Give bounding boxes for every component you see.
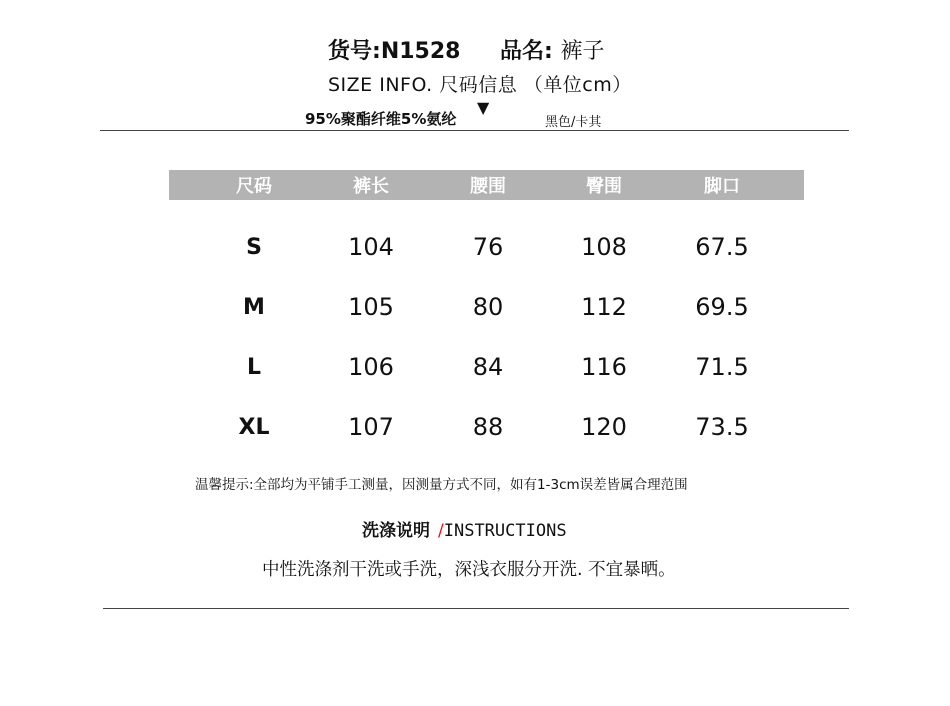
header-hip: 臀围 bbox=[586, 176, 622, 197]
size-cell: M bbox=[243, 294, 265, 320]
header-length: 裤长 bbox=[353, 176, 389, 197]
item-number-value: N1528 bbox=[380, 39, 461, 64]
washing-instructions-text: 中性洗涤剂干洗或手洗，深浅衣服分开洗. 不宜暴晒。 bbox=[262, 560, 676, 580]
washing-title-cn: 洗涤说明 bbox=[362, 521, 430, 541]
color-options: 黑色/卡其 bbox=[545, 115, 602, 130]
waist-cell: 80 bbox=[472, 293, 504, 321]
length-cell: 107 bbox=[348, 413, 394, 441]
table-row bbox=[169, 337, 804, 397]
hip-cell: 108 bbox=[581, 233, 627, 261]
down-triangle-icon: ▼ bbox=[477, 98, 490, 117]
product-name-value: 裤子 bbox=[560, 39, 605, 64]
washing-title-en: INSTRUCTIONS bbox=[443, 521, 567, 541]
size-table bbox=[169, 170, 804, 457]
length-cell: 104 bbox=[348, 233, 394, 261]
size-info-title: SIZE INFO. 尺码信息 （单位cm） bbox=[328, 74, 632, 96]
waist-cell: 88 bbox=[472, 413, 504, 441]
product-name-label: 品名: bbox=[500, 39, 553, 64]
measurement-note: 温馨提示:全部均为平铺手工测量，因测量方式不同，如有1-3cm误差皆属合理范围 bbox=[195, 477, 688, 493]
item-number-label: 货号: bbox=[328, 39, 381, 64]
leg-opening-cell: 67.5 bbox=[695, 233, 749, 261]
leg-opening-cell: 69.5 bbox=[695, 293, 749, 321]
header-leg-opening: 脚口 bbox=[704, 176, 740, 197]
table-row bbox=[169, 277, 804, 337]
leg-opening-cell: 71.5 bbox=[695, 353, 749, 381]
waist-cell: 76 bbox=[472, 233, 504, 261]
item-number bbox=[328, 34, 460, 65]
material-composition: 95%聚酯纤维5%氨纶 bbox=[305, 110, 457, 128]
table-row bbox=[169, 397, 804, 457]
leg-opening-cell: 73.5 bbox=[695, 413, 749, 441]
size-cell: XL bbox=[238, 414, 270, 440]
bottom-divider bbox=[103, 608, 849, 609]
hip-cell: 116 bbox=[581, 353, 627, 381]
header-waist: 腰围 bbox=[470, 176, 506, 197]
length-cell: 105 bbox=[348, 293, 394, 321]
washing-instructions-title bbox=[362, 516, 567, 541]
hip-cell: 112 bbox=[581, 293, 627, 321]
header-size: 尺码 bbox=[236, 176, 272, 197]
hip-cell: 120 bbox=[581, 413, 627, 441]
table-header bbox=[169, 170, 804, 200]
title-slash: / bbox=[438, 521, 444, 541]
table-row bbox=[169, 217, 804, 277]
length-cell: 106 bbox=[348, 353, 394, 381]
top-divider bbox=[100, 130, 849, 131]
size-cell: L bbox=[246, 354, 262, 380]
size-cell: S bbox=[246, 234, 262, 260]
product-name bbox=[500, 34, 605, 65]
waist-cell: 84 bbox=[472, 353, 504, 381]
